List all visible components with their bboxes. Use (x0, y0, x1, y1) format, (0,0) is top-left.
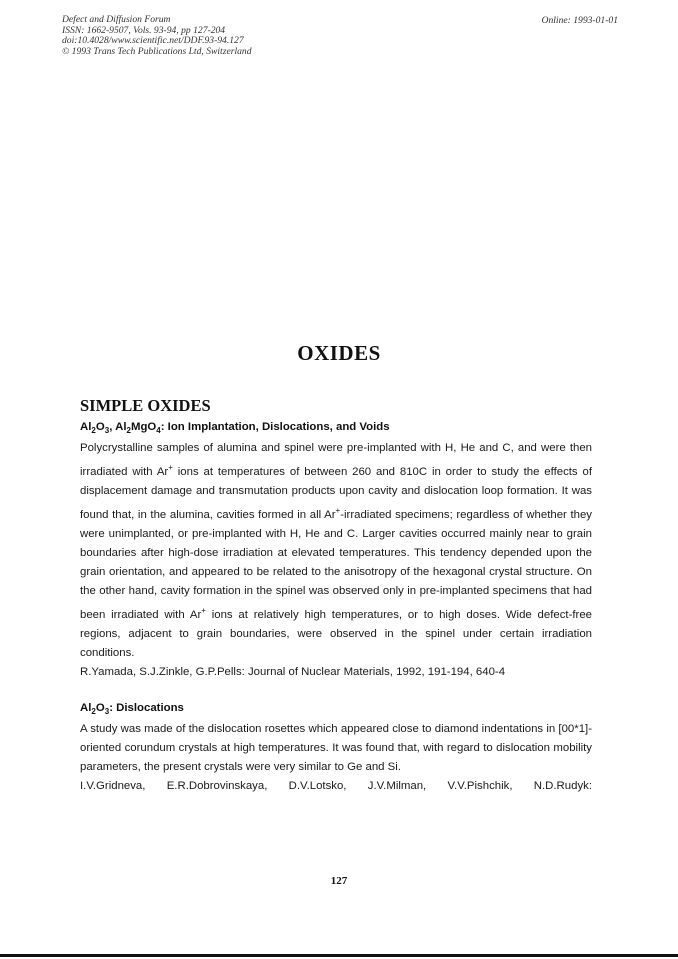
entry-title: $Al_2O_3$, $Al_2MgO_4$: Ion Implantation, Dislocations, and Voids (80, 421, 390, 435)
entry-reference: R.Yamada, S.J.Zinkle, G.P.Pells: Journal of Nuclear Materials, 1992, 191-194, 640-4 (80, 666, 506, 678)
online-date: Online: 1993-01-01 (541, 15, 618, 26)
entry-reference: I.V.Gridneva, E.R.Dobrovinskaya, D.V.Lotsko, J.V.Milman, V.V.Pishchik, N.D.Rudyk: (80, 780, 592, 792)
section-title: OXIDES (297, 341, 381, 365)
entry-title: $Al_2O_3$: Dislocations (80, 702, 184, 716)
journal-copyright: © 1993 Trans Tech Publications Ltd, Switzerland (62, 45, 252, 57)
article-content (80, 396, 592, 814)
page-number: 127 (330, 875, 348, 887)
journal-name: Defect and Diffusion Forum (62, 14, 171, 25)
subsection-title: SIMPLE OXIDES (80, 396, 211, 415)
entry-abstract: Polycrystalline samples of alumina and spinel were pre-implanted with H, He and C, and were then irradiated with Ar+ ions at temperatures of between 260 and 810C in order to study the effects of displacement damage and transmutation products upon cavity and dislocation loop formation. It was found that, in the alumina, cavities formed in all Ar+-irradiated specimens; regardless of whether they were unimplanted, or pre-implanted with H, He and C. Larger cavities occurred mainly near to grain boundaries after high-dose irradiation at elevated temperatures. This tendency depended upon the grain orientation, and appeared to be related to the anisotropy of the hexagonal crystal structure. On the other hand, cavity formation in the spinel was observed only in pre-implanted specimens that had been irradiated with Ar+ ions at relatively high temperatures, or to high doses. Wide defect-free regions, adjacent to grain boundaries, were observed in the spinel under certain irradiation conditions. (80, 442, 592, 659)
journal-issn: ISSN: 1662-9507, Vols. 93-94, pp 127-204 (62, 24, 226, 36)
journal-doi: doi:10.4028/www.scientific.net/DDF.93-94.127 (62, 35, 244, 47)
bottom-rule (0, 954, 678, 957)
journal-header (62, 15, 252, 57)
entry-abstract: A study was made of the dislocation rosettes which appeared close to diamond indentations in [00*1]-oriented corundum crystals at high temperatures. It was found that, with regard to dislocation mobility parameters, the present crystals were very similar to Ge and Si. (80, 723, 592, 773)
entry-al2o3-al2mgo4 (80, 419, 592, 682)
entry-al2o3-dislocations (80, 700, 592, 796)
